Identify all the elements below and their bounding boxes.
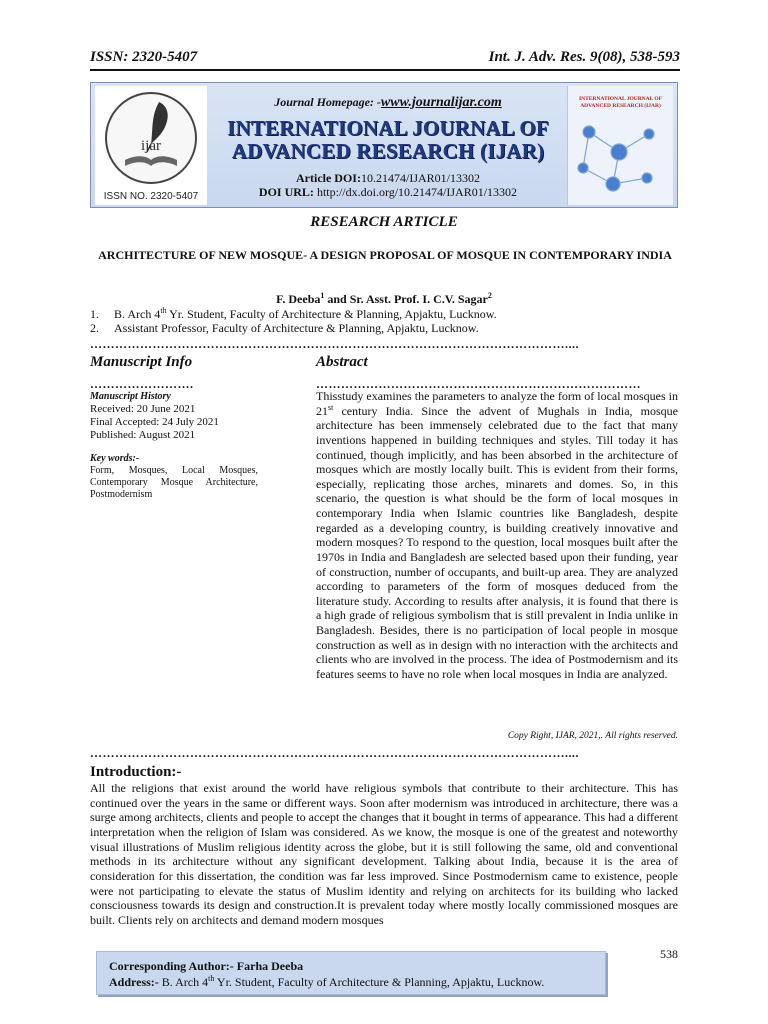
issn-text: ISSN: 2320-5407 (90, 49, 198, 65)
introduction-heading: Introduction:- (90, 764, 182, 780)
author-2-sup: 2 (487, 291, 492, 300)
doi-label: Article DOI: (296, 171, 361, 185)
journal-cover-image (567, 86, 673, 205)
dotted-separator: …………………………………………………………………… (316, 378, 641, 390)
homepage-label: Journal Homepage: - (274, 95, 381, 109)
doi-value: 10.21474/IJAR01/13302 (360, 171, 480, 185)
abstract-heading: Abstract (316, 354, 368, 370)
corresponding-address: Address:- B. Arch 4th Yr. Student, Faculty of Architecture & Planning, Apjaktu, Lucknow. (109, 974, 545, 989)
journal-logo (95, 86, 207, 205)
dotted-separator: ……………………. (90, 378, 194, 390)
molecule-icon (569, 112, 673, 202)
citation-text: Int. J. Adv. Res. 9(08), 538-593 (488, 49, 680, 65)
author-1: F. Deeba (276, 292, 321, 306)
journal-banner (90, 82, 678, 208)
abstract-text: Thisstudy examines the parameters to analyze the form of local mosques in 21st century India. Since the advent of Mughals in India, mosque architecture has been immensely celebrated due to the fact that many inventions happened in building techniques and styles. Till today it has continued, though implicitly, and has been absorbed in the architecture of mosques which are mostly locally built. This is evident from their forms, especially, replicating those arches, minarets and domes. So, in this scenario, the question is what should be the form of local mosques in contemporary India when Islamic countries like Bangladesh, despite regarded as a developing country, is building creatively innovative and modern mosques? To respond to the question, local mosques built after the 1970s in India and Bangladesh are selected based upon their funding, year of construction, number of occupants, and built-up area. They are analyzed according to parameters of the form of mosques deduced from the literature study. According to results after analysis, it is found that there is a high grade of religious symbolism that is still prevalent in India unlike in Bangladesh. Besides, there is no participation of local people in mosque construction as well as in design with no interaction with the architects and clients who are involved in the process. The idea of Postmodernism and its features seems to have no role when local mosques in India are analyzed. (316, 389, 678, 681)
logo-text: ijar (141, 138, 161, 154)
received-date: Received: 20 June 2021 (90, 403, 196, 415)
page-number: 538 (660, 947, 678, 961)
accepted-date: Final Accepted: 24 July 2021 (90, 416, 219, 428)
doi-url-label: DOI URL: (258, 185, 314, 199)
manuscript-info-heading: Manuscript Info (90, 354, 193, 370)
dotted-separator: …………………………………………………………………………………………………….... (90, 338, 579, 350)
article-type: RESEARCH ARTICLE (310, 214, 458, 230)
keywords: Form, Mosques, Local Mosques, Contemporary Mosque Architecture, Postmodernism (90, 465, 258, 500)
journal-title-line2: ADVANCED RESEARCH (IJAR) (231, 139, 545, 163)
logo-issn: ISSN NO. 2320-5407 (103, 191, 199, 202)
affiliation-item: 1. B. Arch 4th Yr. Student, Faculty of Architecture & Planning, Apjaktu, Lucknow. (90, 306, 497, 321)
corresponding-author-box (96, 951, 606, 995)
doi-url-link[interactable]: http://dx.doi.org/10.21474/IJAR01/13302 (316, 185, 518, 199)
keywords-label: Key words:- (90, 453, 140, 464)
dotted-separator: …………………………………………………………………………………………………….... (90, 747, 579, 759)
copyright-notice: Copy Right, IJAR, 2021,. All rights reserved. (507, 731, 678, 741)
affiliation-item: 2. Assistant Professor, Faculty of Architecture & Planning, Apjaktu, Lucknow. (90, 321, 479, 335)
introduction-text: All the religions that exist around the world have religious symbols that contribute to their architecture. This has continued over the years in the same or different ways. Soon after modernism was introduced in architecture, there was a surge among architects, clients and people to accept the changes that it bought in terms of appearance. This had a different interpretation when the religion of Islam was considered. As we know, the mosque is one of the greatest and noteworthy visual illustrations of Muslim religious identity across the globe, but it is still following the same, old and conventional methods in its architecture without any significant development. Talking about India, because it is the area of consideration for this dissertation, the condition was far less improved. Since Postmodernism came to existence, people were not participating to elevate the status of Muslim identity and relying on architects for its building who lacked consciousness towards its design and construction.It is prevalent today where mostly locally commissioned mosques are built. Clients rely on architects and demand modern mosques (90, 781, 678, 927)
header-rule (90, 69, 680, 71)
affiliation-list (90, 307, 497, 335)
journal-homepage (213, 95, 563, 111)
journal-title-line1: INTERNATIONAL JOURNAL OF (227, 116, 549, 140)
doi-url (213, 185, 563, 199)
running-head (90, 44, 680, 66)
manuscript-info (90, 390, 258, 501)
journal-title (213, 117, 563, 163)
cover-title: INTERNATIONAL JOURNAL OF ADVANCED RESEARCH (IJAR) (578, 96, 663, 109)
author-line (0, 292, 768, 307)
homepage-link[interactable]: www.journalijar.com (380, 95, 502, 110)
logo-emblem (105, 92, 197, 184)
banner-center (213, 83, 563, 207)
article-doi (213, 171, 563, 185)
published-date: Published: August 2021 (90, 429, 196, 441)
history-label: Manuscript History (90, 391, 171, 402)
corresponding-author: Corresponding Author:- Farha Deeba (109, 959, 304, 973)
author-1-sup: 1 (320, 291, 325, 300)
paper-title: ARCHITECTURE OF NEW MOSQUE- A DESIGN PROPOSAL OF MOSQUE IN CONTEMPORARY INDIA (98, 248, 672, 262)
author-2: and Sr. Asst. Prof. I. C.V. Sagar (324, 292, 488, 306)
